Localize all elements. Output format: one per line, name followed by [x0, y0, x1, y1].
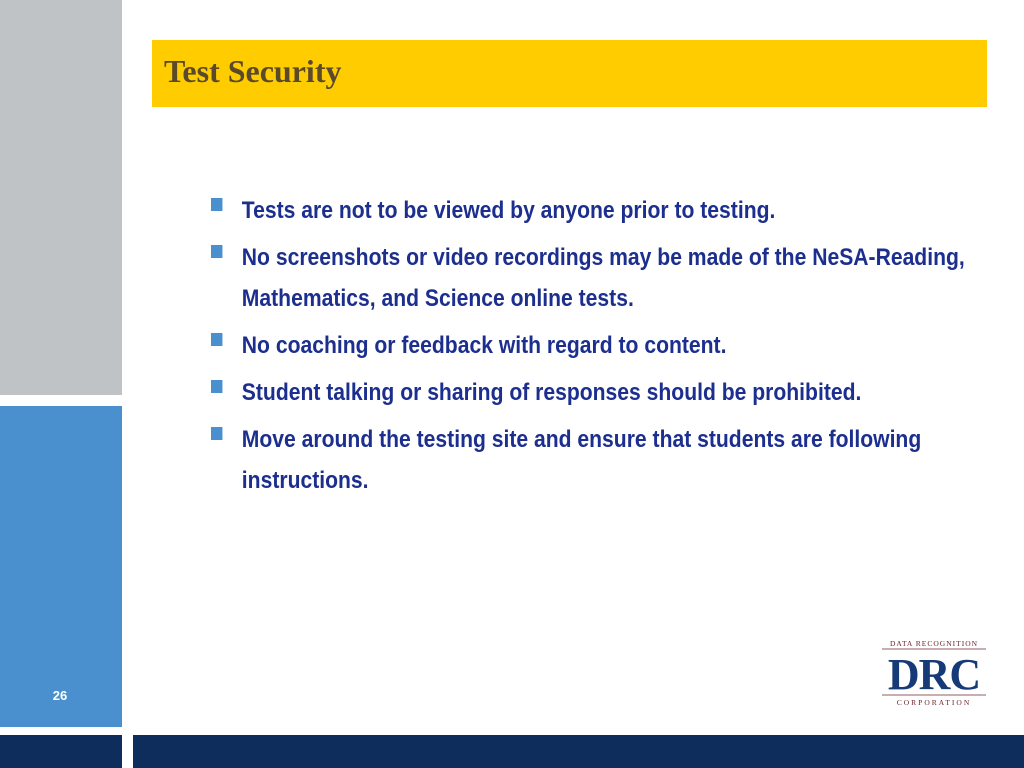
bullet-text: Tests are not to be viewed by anyone prior to testing. [241, 197, 776, 224]
square-bullet-icon [211, 333, 222, 346]
square-bullet-icon [211, 245, 222, 258]
footer-bar-right [133, 735, 1024, 768]
bullet-item [211, 237, 972, 319]
square-bullet-icon [211, 198, 222, 211]
page-number: 26 [52, 688, 68, 703]
logo-bottom-text: CORPORATION [896, 698, 972, 707]
square-bullet-icon [211, 427, 222, 440]
sidebar-gray-panel [0, 0, 122, 395]
slide-title: Test Security [164, 53, 342, 89]
logo-main-text: DRC [887, 650, 981, 699]
logo-top-text: DATA RECOGNITION [889, 639, 979, 648]
footer-bar-left [0, 735, 122, 768]
bullet-text: No screenshots or video recordings may be made of the NeSA-Reading, Mathematics, and Science online tests. [241, 244, 965, 312]
bullet-item [211, 190, 972, 231]
bullet-text: No coaching or feedback with regard to content. [241, 332, 727, 359]
sidebar-blue-panel [0, 406, 122, 727]
bullet-list [211, 190, 991, 507]
bullet-item [211, 419, 972, 501]
bullet-text: Move around the testing site and ensure that students are following instructions. [241, 426, 922, 494]
bullet-item [211, 372, 972, 413]
drc-logo [876, 637, 992, 709]
title-bar [152, 40, 987, 107]
bullet-text: Student talking or sharing of responses should be prohibited. [241, 379, 862, 406]
bullet-item [211, 325, 972, 366]
square-bullet-icon [211, 380, 222, 393]
